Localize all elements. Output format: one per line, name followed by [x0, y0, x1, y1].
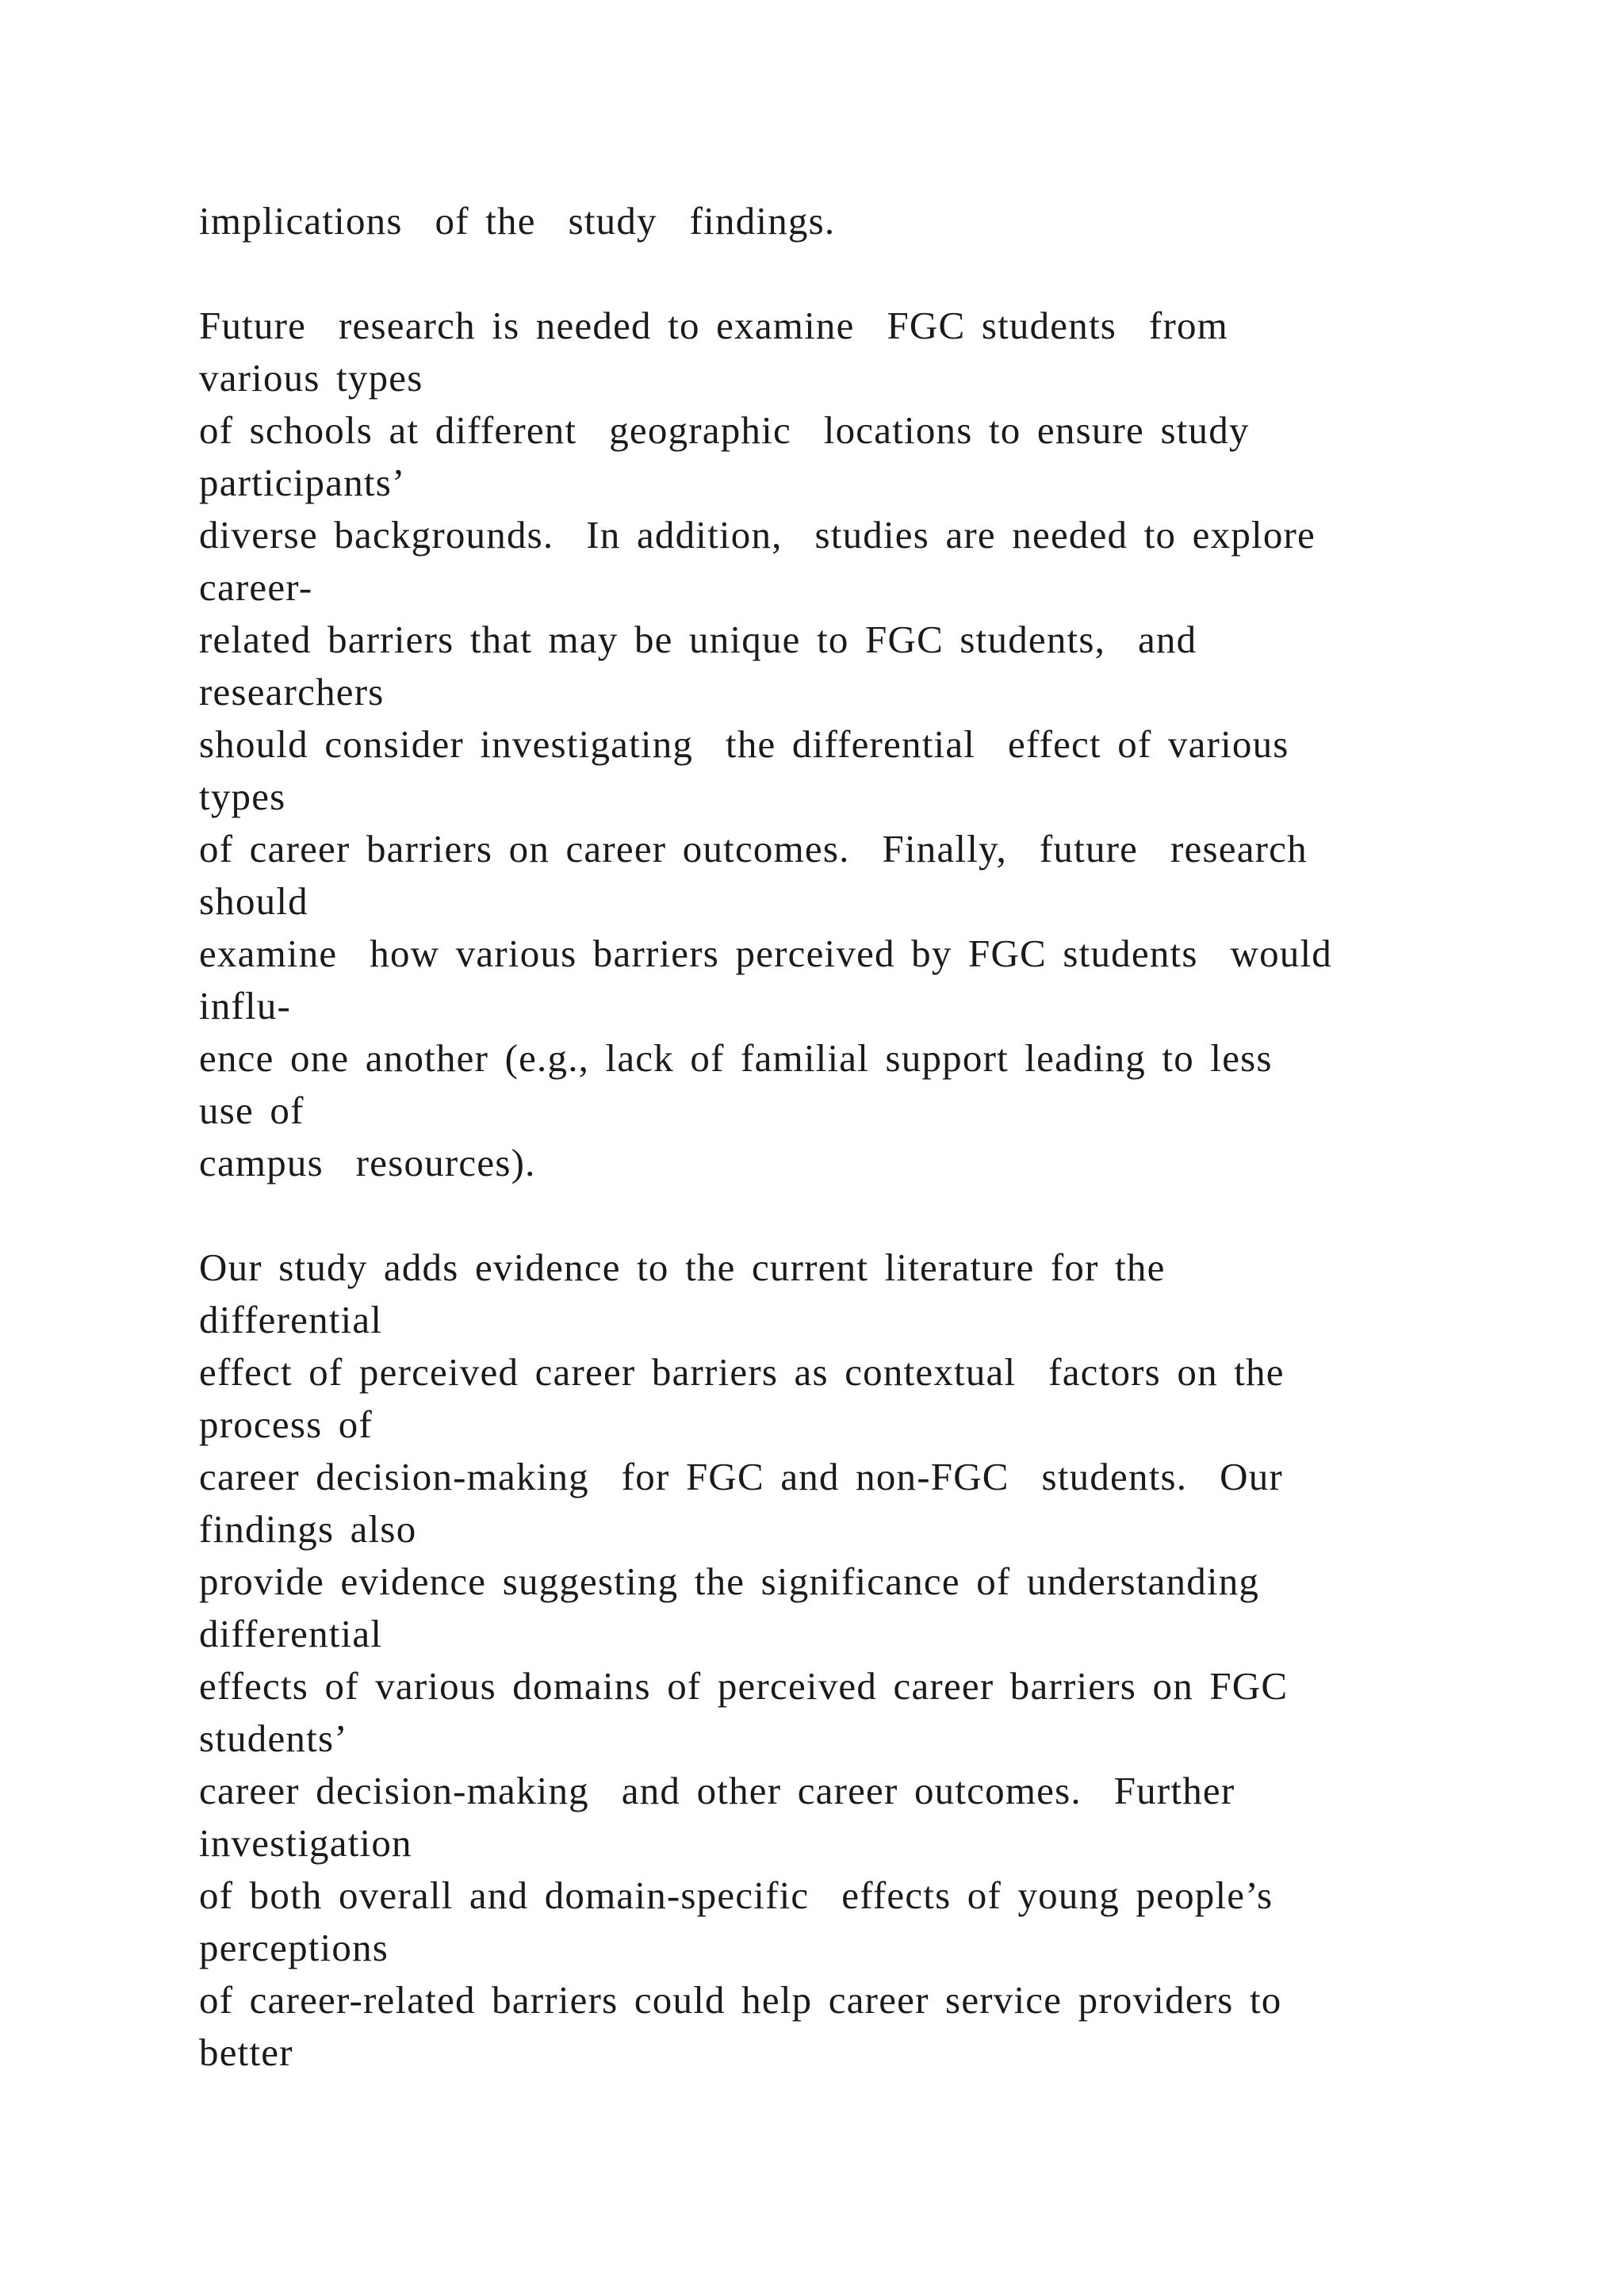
text-line: effects of various domains of perceived career barriers on FGC: [199, 1664, 1289, 1708]
text-line: influ-: [199, 984, 292, 1027]
paragraph-2: [199, 300, 1547, 1189]
text-line: should: [199, 879, 308, 923]
text-line: process of: [199, 1402, 373, 1446]
text-line: should consider investigating the differential effect of various: [199, 722, 1289, 766]
text-line: career decision-making for FGC and non-FGC students. Our: [199, 1455, 1283, 1498]
text-line: perceptions: [199, 1926, 389, 1969]
text-line: differential: [199, 1612, 383, 1655]
text-line: career-: [199, 565, 313, 609]
text-line: investigation: [199, 1821, 412, 1865]
text-line: Future research is needed to examine FGC students from: [199, 304, 1228, 347]
text-line: researchers: [199, 670, 385, 714]
text-line: of both overall and domain-specific effects of young people’s: [199, 1873, 1274, 1917]
text-line: campus resources).: [199, 1141, 536, 1184]
text-line: ence one another (e.g., lack of familial support leading to less: [199, 1036, 1273, 1080]
text-line: better: [199, 2030, 293, 2074]
paragraph-3: [199, 1242, 1547, 2079]
text-line: of career barriers on career outcomes. Finally, future research: [199, 827, 1308, 871]
text-line: differential: [199, 1298, 383, 1341]
text-line: provide evidence suggesting the significance of understanding: [199, 1559, 1260, 1603]
text-line: career decision-making and other career outcomes. Further: [199, 1769, 1235, 1812]
text-line: of career-related barriers could help career service providers to: [199, 1978, 1282, 2022]
text-line: findings also: [199, 1507, 417, 1551]
text-line: related barriers that may be unique to FGC students, and: [199, 618, 1197, 661]
text-line: diverse backgrounds. In addition, studies are needed to explore: [199, 513, 1316, 557]
text-line: examine how various barriers perceived by FGC students would: [199, 932, 1332, 975]
text-line: participants’: [199, 461, 406, 504]
text-line: Our study adds evidence to the current literature for the: [199, 1246, 1166, 1289]
text-line: of schools at different geographic locations to ensure study: [199, 408, 1250, 452]
text-line: implications of the study findings.: [199, 199, 836, 243]
text-line: effect of perceived career barriers as contextual factors on the: [199, 1350, 1285, 1394]
text-line: students’: [199, 1716, 348, 1760]
text-line: various types: [199, 356, 423, 400]
paragraph-1: [199, 195, 1547, 247]
text-line: use of: [199, 1089, 304, 1132]
text-line: types: [199, 775, 286, 818]
